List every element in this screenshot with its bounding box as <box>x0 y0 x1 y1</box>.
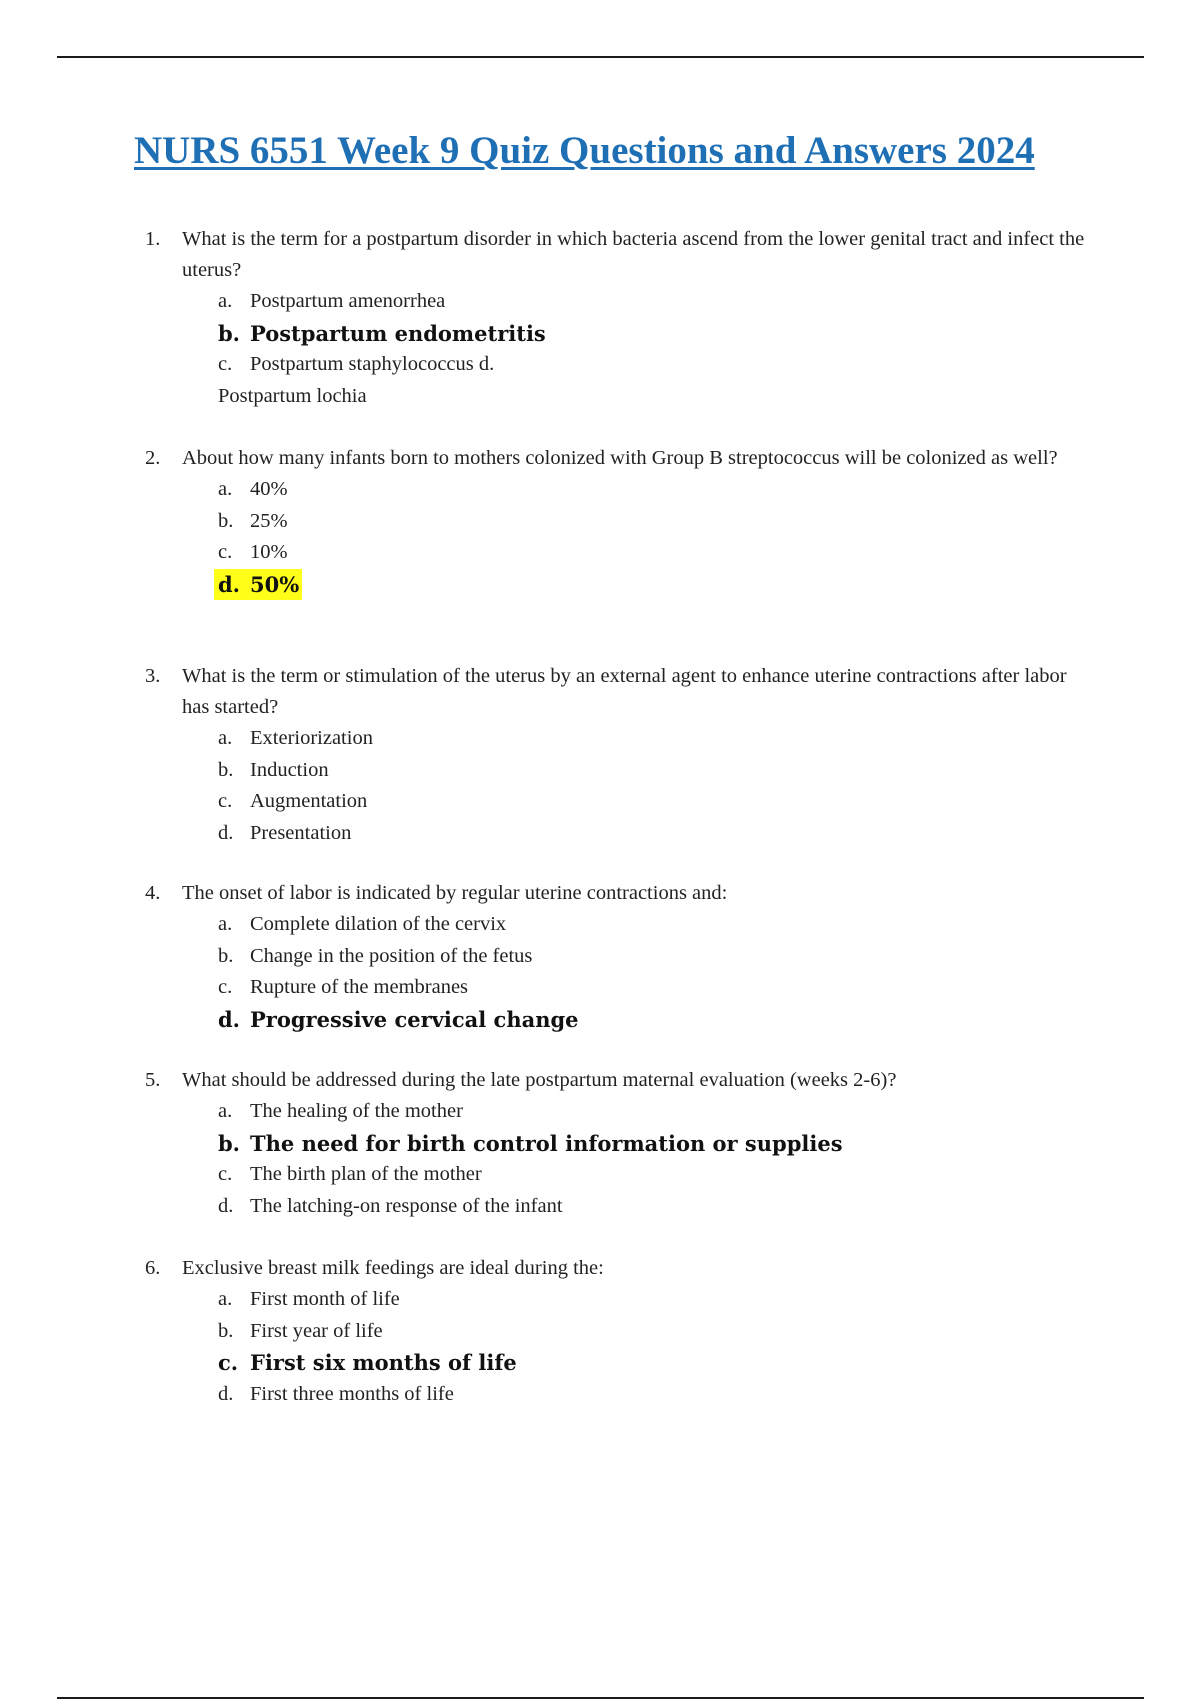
question-text: What should be addressed during the late postpartum maternal evaluation (weeks 2-6)? <box>182 1069 897 1091</box>
question-number: 2. <box>145 447 161 469</box>
option-text: First six months of life <box>250 1350 517 1375</box>
question-6 <box>145 1253 1085 1410</box>
option-c <box>218 537 1085 569</box>
question-text: About how many infants born to mothers colonized with Group B streptococcus will be colonized as well? <box>182 447 1058 469</box>
option-text: Postpartum lochia <box>218 384 367 407</box>
option-c-correct-answer <box>218 1347 1085 1379</box>
option-b <box>218 755 1085 787</box>
question-text: Exclusive breast milk feedings are ideal during the: <box>182 1257 604 1279</box>
option-b-correct-answer <box>218 318 1085 350</box>
question-text: What is the term for a postpartum disorder in which bacteria ascend from the lower genital tract and infect the uterus? <box>182 228 1085 281</box>
option-a <box>218 1096 1085 1128</box>
option-letter: b. <box>218 758 234 781</box>
option-letter: a. <box>218 727 233 749</box>
option-letter: c. <box>218 541 233 563</box>
option-text: Complete dilation of the cervix <box>250 913 507 935</box>
question-text: What is the term or stimulation of the uterus by an external agent to enhance uterine contractions after labor has started? <box>182 665 1067 718</box>
option-text: 50% <box>250 571 300 597</box>
option-text: Presentation <box>250 821 352 844</box>
option-text: Exteriorization <box>250 727 373 749</box>
option-text: The need for birth control information or supplies <box>250 1130 843 1156</box>
question-number: 6. <box>145 1257 161 1279</box>
option-letter: b. <box>218 944 234 967</box>
option-text: Rupture of the membranes <box>250 976 469 998</box>
option-letter: b. <box>218 1319 234 1342</box>
option-letter: a. <box>218 478 233 500</box>
option-b-correct-answer <box>218 1128 1085 1160</box>
question-5 <box>145 1065 1085 1222</box>
option-a <box>218 723 1085 755</box>
answer-highlight <box>214 569 302 600</box>
question-number: 3. <box>145 665 161 687</box>
option-text: First month of life <box>250 1288 400 1310</box>
option-text: 40% <box>250 478 288 500</box>
option-b <box>218 1316 1085 1348</box>
option-c <box>218 972 1085 1004</box>
option-d <box>218 818 1085 850</box>
question-text: The onset of labor is indicated by regular uterine contractions and: <box>182 882 728 904</box>
option-letter: c. <box>218 1350 239 1375</box>
option-letter: c. <box>218 790 233 812</box>
option-letter: a. <box>218 913 233 935</box>
option-text: Change in the position of the fetus <box>250 944 533 967</box>
top-rule <box>57 56 1144 58</box>
option-text: Postpartum staphylococcus d. <box>250 353 495 375</box>
option-d-continuation <box>218 381 1085 413</box>
option-d <box>218 1191 1085 1223</box>
option-a <box>218 1284 1085 1316</box>
question-3 <box>145 661 1085 849</box>
option-a <box>218 909 1085 941</box>
option-text: First three months of life <box>250 1382 454 1405</box>
option-letter: b. <box>218 320 240 346</box>
option-letter: d. <box>218 821 234 844</box>
option-text: Augmentation <box>250 790 368 812</box>
option-letter: d. <box>218 1006 240 1032</box>
option-letter: c. <box>218 353 233 375</box>
option-text: The latching-on response of the infant <box>250 1194 563 1217</box>
option-d-correct-answer <box>218 569 1085 601</box>
option-letter: a. <box>218 290 233 312</box>
option-letter: b. <box>218 1130 240 1156</box>
option-a <box>218 286 1085 318</box>
option-text: Postpartum endometritis <box>250 320 546 346</box>
option-a <box>218 474 1085 506</box>
option-text: The birth plan of the mother <box>250 1163 482 1185</box>
question-2 <box>145 443 1085 600</box>
option-letter: c. <box>218 976 233 998</box>
bottom-rule <box>57 1697 1144 1699</box>
question-4 <box>145 878 1085 1035</box>
option-d <box>218 1379 1085 1411</box>
option-letter: c. <box>218 1163 233 1185</box>
option-letter: b. <box>218 509 234 532</box>
option-text: 25% <box>250 509 288 532</box>
option-c <box>218 1159 1085 1191</box>
question-number: 1. <box>145 228 161 250</box>
option-text: The healing of the mother <box>250 1100 463 1122</box>
option-text: 10% <box>250 541 288 563</box>
option-letter: a. <box>218 1288 233 1310</box>
question-number: 4. <box>145 882 161 904</box>
option-d-correct-answer <box>218 1004 1085 1036</box>
option-c <box>218 786 1085 818</box>
option-letter: a. <box>218 1100 233 1122</box>
option-text: Progressive cervical change <box>250 1006 579 1032</box>
option-letter: d. <box>218 571 240 597</box>
question-1 <box>145 224 1085 412</box>
question-number: 5. <box>145 1069 161 1091</box>
document-title: NURS 6551 Week 9 Quiz Questions and Answers 2024 <box>134 129 1035 172</box>
option-b <box>218 941 1085 973</box>
option-c <box>218 349 1085 381</box>
option-letter: d. <box>218 1194 234 1217</box>
option-letter: d. <box>218 1382 234 1405</box>
option-text: Induction <box>250 758 329 781</box>
option-text: Postpartum amenorrhea <box>250 290 446 312</box>
option-b <box>218 506 1085 538</box>
option-text: First year of life <box>250 1319 383 1342</box>
